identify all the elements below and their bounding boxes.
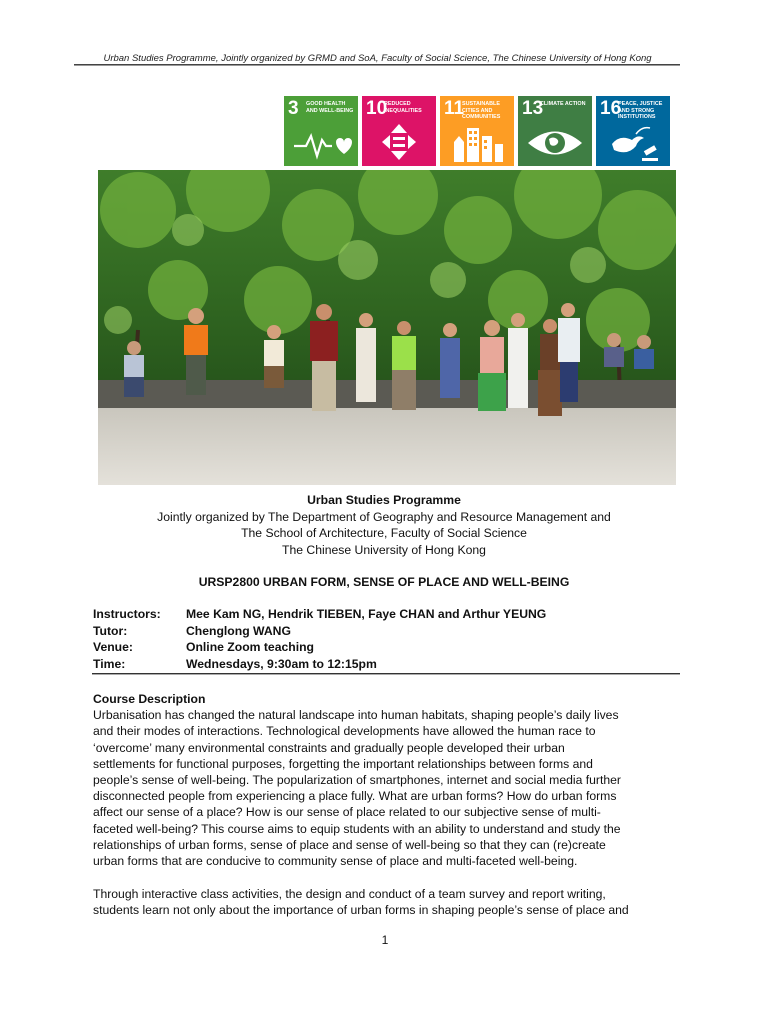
info-value: Mee Kam NG, Hendrik TIEBEN, Faye CHAN and Arthur YEUNG: [186, 607, 547, 621]
equality-arrows-icon: [362, 118, 436, 166]
info-value: Wednesdays, 9:30am to 12:15pm: [186, 656, 377, 671]
sdg-label: CLIMATE ACTION: [540, 101, 586, 107]
city-buildings-icon: [440, 118, 514, 166]
sdg-number: 13: [522, 98, 544, 119]
paragraph-line: people’s sense of well-being. The popularization of smartphones, internet and social media further: [93, 773, 621, 788]
dove-gavel-icon: [596, 118, 670, 166]
header-divider: [74, 64, 680, 65]
sdg-16-tile: [596, 96, 670, 166]
section-heading: Course Description: [93, 692, 206, 706]
sdg-10-tile: [362, 96, 436, 166]
course-description: [93, 691, 683, 869]
eye-globe-icon: [518, 118, 592, 166]
sdg-number: 16: [600, 98, 622, 119]
course-description-paragraph-2: [93, 886, 683, 918]
paragraph-line: Urbanisation has changed the natural landscape into human habitats, shaping people’s daily lives: [93, 708, 619, 723]
sdg-label: SUSTAINABLE CITIES AND COMMUNITIES: [462, 101, 501, 120]
organizer-line-1: Jointly organized by The Department of Geography and Resource Management and: [157, 510, 611, 524]
sdg-3-tile: [284, 96, 358, 166]
sdg-number: 10: [366, 98, 388, 119]
page-number: 1: [381, 933, 389, 947]
sdg-label: PEACE, JUSTICE AND STRONG INSTITUTIONS: [618, 101, 663, 120]
paragraph-line: Through interactive class activities, the design and conduct of a team survey and report writing,: [93, 887, 606, 901]
paragraph-line: affect our sense of a place? How is our sense of place related to our subjective sense of multi-: [93, 805, 601, 820]
running-header: Urban Studies Programme, Jointly organized by GRMD and SoA, Faculty of Social Science, The Chinese University of Hong Kong: [103, 53, 652, 64]
info-key: Venue:: [93, 640, 133, 654]
info-key: Time:: [93, 656, 126, 671]
paragraph-line: students learn not only about the importance of urban forms in shaping people’s sense of place and: [93, 903, 629, 918]
info-divider: [92, 673, 680, 674]
course-title: URSP2800 URBAN FORM, SENSE OF PLACE AND WELL-BEING: [198, 575, 570, 589]
info-key: Tutor:: [93, 623, 128, 638]
sdg-number: 11: [444, 98, 465, 119]
info-value: Chenglong WANG: [186, 623, 291, 638]
organizer-line-3: The Chinese University of Hong Kong: [282, 543, 486, 557]
paragraph-line: settlements for functional purposes, forgetting the important relationships between forms and: [93, 756, 593, 771]
paragraph-line: ‘overcome’ many environmental constraints and gradually people developed their urban: [93, 740, 565, 755]
programme-title: Urban Studies Programme: [307, 493, 461, 507]
sdg-11-tile: [440, 96, 514, 166]
paragraph-line: and their modes of interactions. Technological developments have allowed the human race to: [93, 724, 596, 739]
info-key: Instructors:: [93, 607, 161, 621]
sdg-label: GOOD HEALTH AND WELL-BEING: [306, 101, 354, 114]
sdg-13-tile: [518, 96, 592, 166]
info-value: Online Zoom teaching: [186, 640, 314, 654]
paragraph-line: faceted well-being? This course aims to equip students with an ability to understand and study the: [93, 821, 621, 836]
sdg-label: REDUCED INEQUALITIES: [384, 101, 422, 114]
sdg-number: 3: [288, 98, 299, 119]
organizer-line-2: The School of Architecture, Faculty of Social Science: [241, 526, 527, 540]
paragraph-line: relationships of urban forms, sense of place and sense of well-being so that they can (re)create: [93, 837, 606, 852]
park-dance-photo: [98, 170, 676, 485]
paragraph-line: disconnected people from experiencing a place fully. What are urban forms? How do urban forms: [93, 789, 617, 804]
heartbeat-icon: [284, 118, 358, 166]
paragraph-line: urban forms that are conducive to community sense of place and multi-faceted well-being.: [93, 854, 578, 869]
